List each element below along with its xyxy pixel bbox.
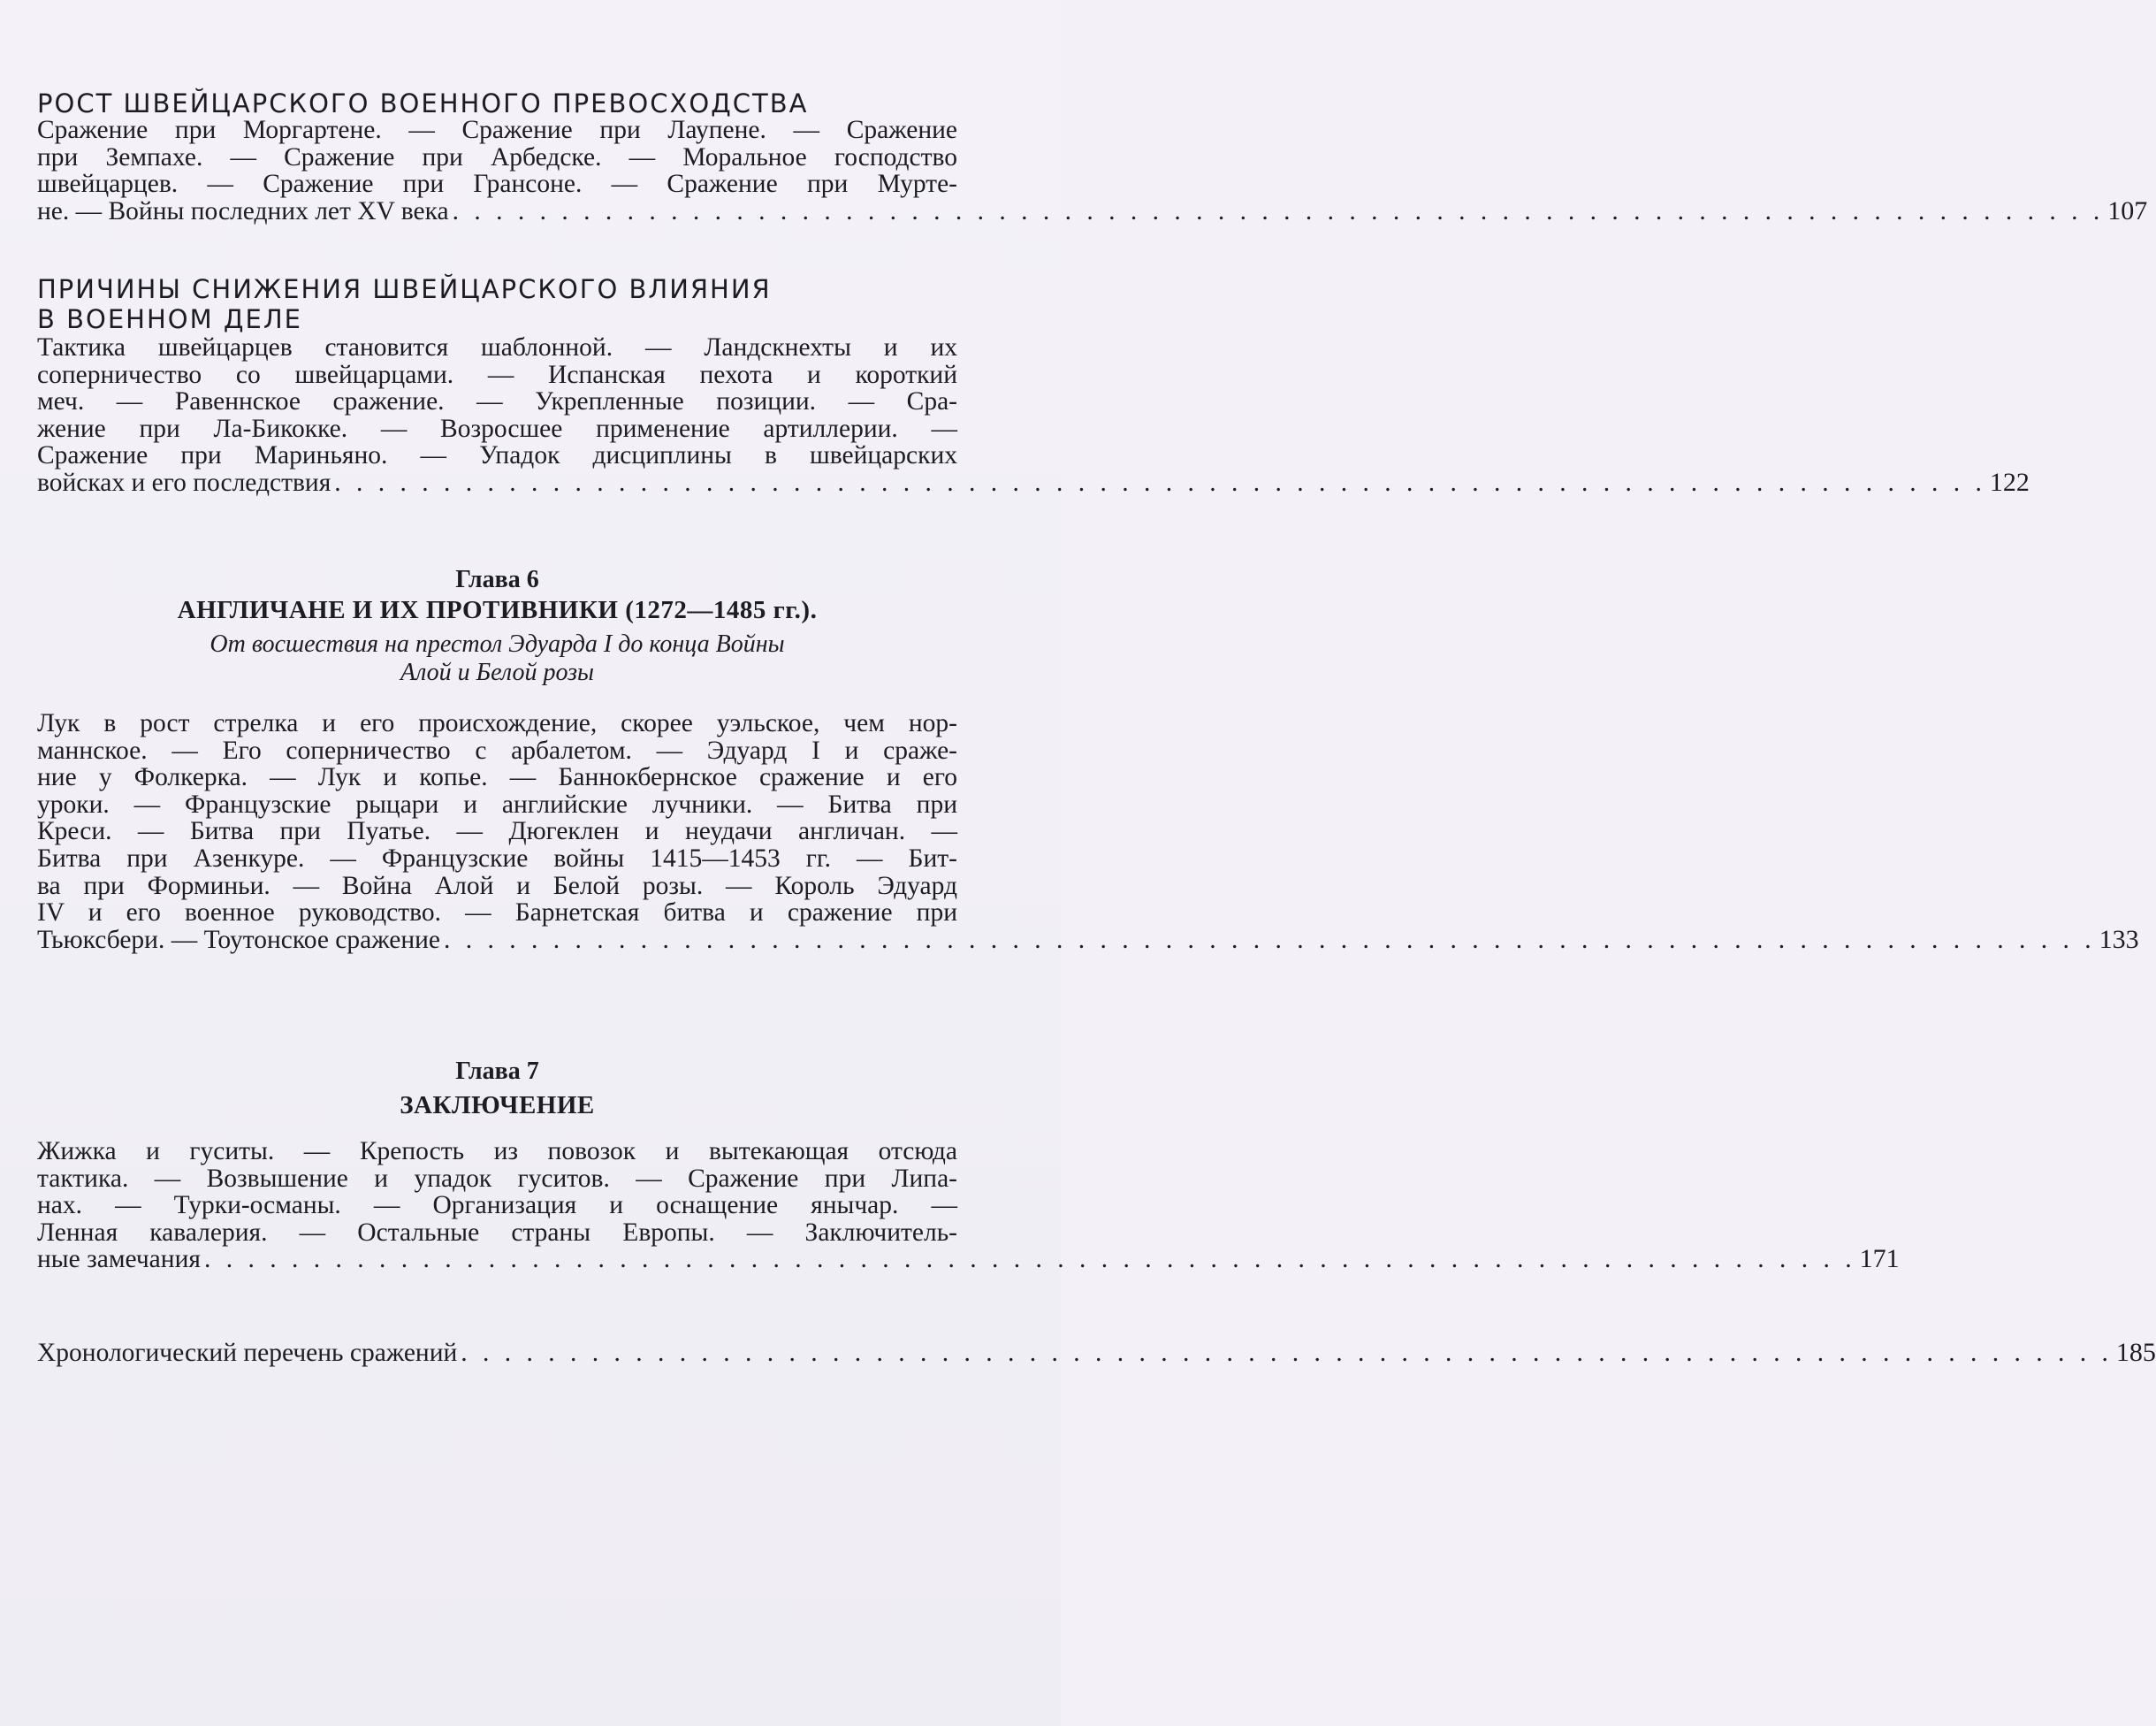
chapter-6 bbox=[37, 566, 2139, 954]
body-line: меч. — Равеннское сражение. — Укрепленные позиции. — Сра- bbox=[37, 387, 957, 416]
chapter-label: Глава 7 bbox=[455, 1058, 539, 1085]
body-line: при Земпахе. — Сражение при Арбедске. — Моральное господство bbox=[37, 142, 957, 172]
chapter-label: Глава 6 bbox=[455, 566, 539, 593]
page-number: 107 bbox=[2107, 195, 2148, 225]
body-line: Тьюксбери. — Тоутонское сражение bbox=[37, 925, 440, 954]
body-last-line bbox=[37, 467, 2030, 497]
chapter-body bbox=[37, 1137, 1900, 1274]
body-line: Тактика швейцарцев становится шаблонной. — Ландскнехты и их bbox=[37, 333, 957, 362]
body-line: Лук в рост стрелка и его происхождение, скорее уэльское, чем нор- bbox=[37, 709, 957, 737]
body-last-line bbox=[37, 1338, 2156, 1367]
body-line: уроки. — Французские рыцари и английские лучники. — Битва при bbox=[37, 790, 957, 819]
body-line: Жижка и гуситы. — Крепость из повозок и вытекающая отсюда bbox=[37, 1137, 957, 1165]
section-title-line: РОСТ ШВЕЙЦАРСКОГО ВОЕННОГО ПРЕВОСХОДСТВА bbox=[37, 88, 809, 118]
body-line: Креси. — Битва при Пуатье. — Дюгеклен и неудачи англичан. — bbox=[37, 817, 957, 846]
chapter-title: ЗАКЛЮЧЕНИЕ bbox=[400, 1091, 595, 1119]
body-line: маннское. — Его соперничество с арбалетом. — Эдуард I и сраже- bbox=[37, 736, 957, 765]
page-number: 133 bbox=[2099, 924, 2139, 954]
body-line: Сражение при Мариньяно. — Упадок дисциплины в швейцарских bbox=[37, 441, 957, 470]
page-number: 122 bbox=[1989, 467, 2030, 497]
body-line: ные замечания bbox=[37, 1245, 201, 1274]
section-body bbox=[37, 333, 2030, 497]
dot-leader: . . . . . . . . . . . . . . . . . . . . . . . . . . . . . . . . . . . . . . . . . . . . . . . . . . . . . . . . . . . . . . . . . . . . . . . . . . . . bbox=[461, 1339, 2113, 1367]
dot-leader: . . . . . . . . . . . . . . . . . . . . . . . . . . . . . . . . . . . . . . . . . . . . . . . . . . . . . . . . . . . . . . . . . . . . . . . . . . . . bbox=[444, 925, 2096, 954]
body-line: Ленная кавалерия. — Остальные страны Европы. — Заключитель- bbox=[37, 1218, 957, 1247]
chronology-title: Хронологический перечень сражений bbox=[37, 1339, 458, 1367]
section-title-line: ПРИЧИНЫ СНИЖЕНИЯ ШВЕЙЦАРСКОГО ВЛИЯНИЯ bbox=[37, 274, 772, 304]
body-line: IV и его военное руководство. — Барнетская битва и сражение при bbox=[37, 898, 957, 928]
page-number: 171 bbox=[1859, 1244, 1900, 1274]
chapter-subtitle bbox=[37, 630, 957, 687]
dot-leader: . . . . . . . . . . . . . . . . . . . . . . . . . . . . . . . . . . . . . . . . . . . . . . . . . . . . . . . . . . . . . . . . . . . . . . . . . . . . bbox=[203, 1245, 1856, 1274]
body-line: Сражение при Моргартене. — Сражение при Лаупене. — Сражение bbox=[37, 116, 957, 144]
body-line: нах. — Турки-османы. — Организация и оснащение янычар. — bbox=[37, 1191, 957, 1220]
body-last-line bbox=[37, 924, 2139, 954]
section-body bbox=[37, 116, 2148, 225]
chapter-7 bbox=[37, 1058, 1900, 1274]
chapter-body bbox=[37, 709, 2139, 954]
dot-leader: . . . . . . . . . . . . . . . . . . . . . . . . . . . . . . . . . . . . . . . . . . . . . . . . . . . . . . . . . . . . . . . . . . . . . . . . . . . . bbox=[334, 468, 1986, 497]
page-number: 185 bbox=[2115, 1338, 2156, 1367]
body-line: Битва при Азенкуре. — Французские войны 1415—1453 гг. — Бит- bbox=[37, 844, 957, 873]
body-line: швейцарцев. — Сражение при Грансоне. — Сражение при Мурте- bbox=[37, 170, 957, 199]
body-line: ва при Форминьи. — Война Алой и Белой розы. — Король Эдуард bbox=[37, 871, 957, 900]
body-last-line bbox=[37, 195, 2148, 225]
chronology-body bbox=[37, 1338, 2156, 1367]
chronology-entry bbox=[37, 1338, 2156, 1367]
dot-leader: . . . . . . . . . . . . . . . . . . . . . . . . . . . . . . . . . . . . . . . . . . . . . . . . . . . . . . . . . . . . . . . . . . . . . . . . . . . . bbox=[452, 196, 2105, 225]
section-title bbox=[37, 88, 957, 118]
chapter-subtitle-line: От восшествия на престол Эдуарда I до конца Войны bbox=[210, 630, 785, 658]
body-line: соперничество со швейцарцами. — Испанская пехота и короткий bbox=[37, 360, 957, 389]
body-last-line bbox=[37, 1244, 1900, 1274]
body-line: тактика. — Возвышение и упадок гуситов. — Сражение при Липа- bbox=[37, 1164, 957, 1193]
toc-section-swiss-superiority bbox=[37, 88, 2148, 225]
body-line: ние у Фолкерка. — Лук и копье. — Баннокбернское сражение и его bbox=[37, 763, 957, 792]
toc-section-swiss-decline bbox=[37, 274, 2030, 497]
chapter-title: АНГЛИЧАНЕ И ИХ ПРОТИВНИКИ (1272—1485 гг.). bbox=[177, 596, 818, 624]
section-title bbox=[37, 274, 957, 334]
chapter-subtitle-line: Алой и Белой розы bbox=[400, 659, 594, 686]
body-line: войсках и его последствия bbox=[37, 468, 331, 497]
body-line: жение при Ла-Бикокке. — Возросшее применение артиллерии. — bbox=[37, 414, 957, 443]
body-line: не. — Войны последних лет XV века bbox=[37, 196, 449, 225]
section-title-line: В ВОЕННОМ ДЕЛЕ bbox=[37, 304, 302, 334]
